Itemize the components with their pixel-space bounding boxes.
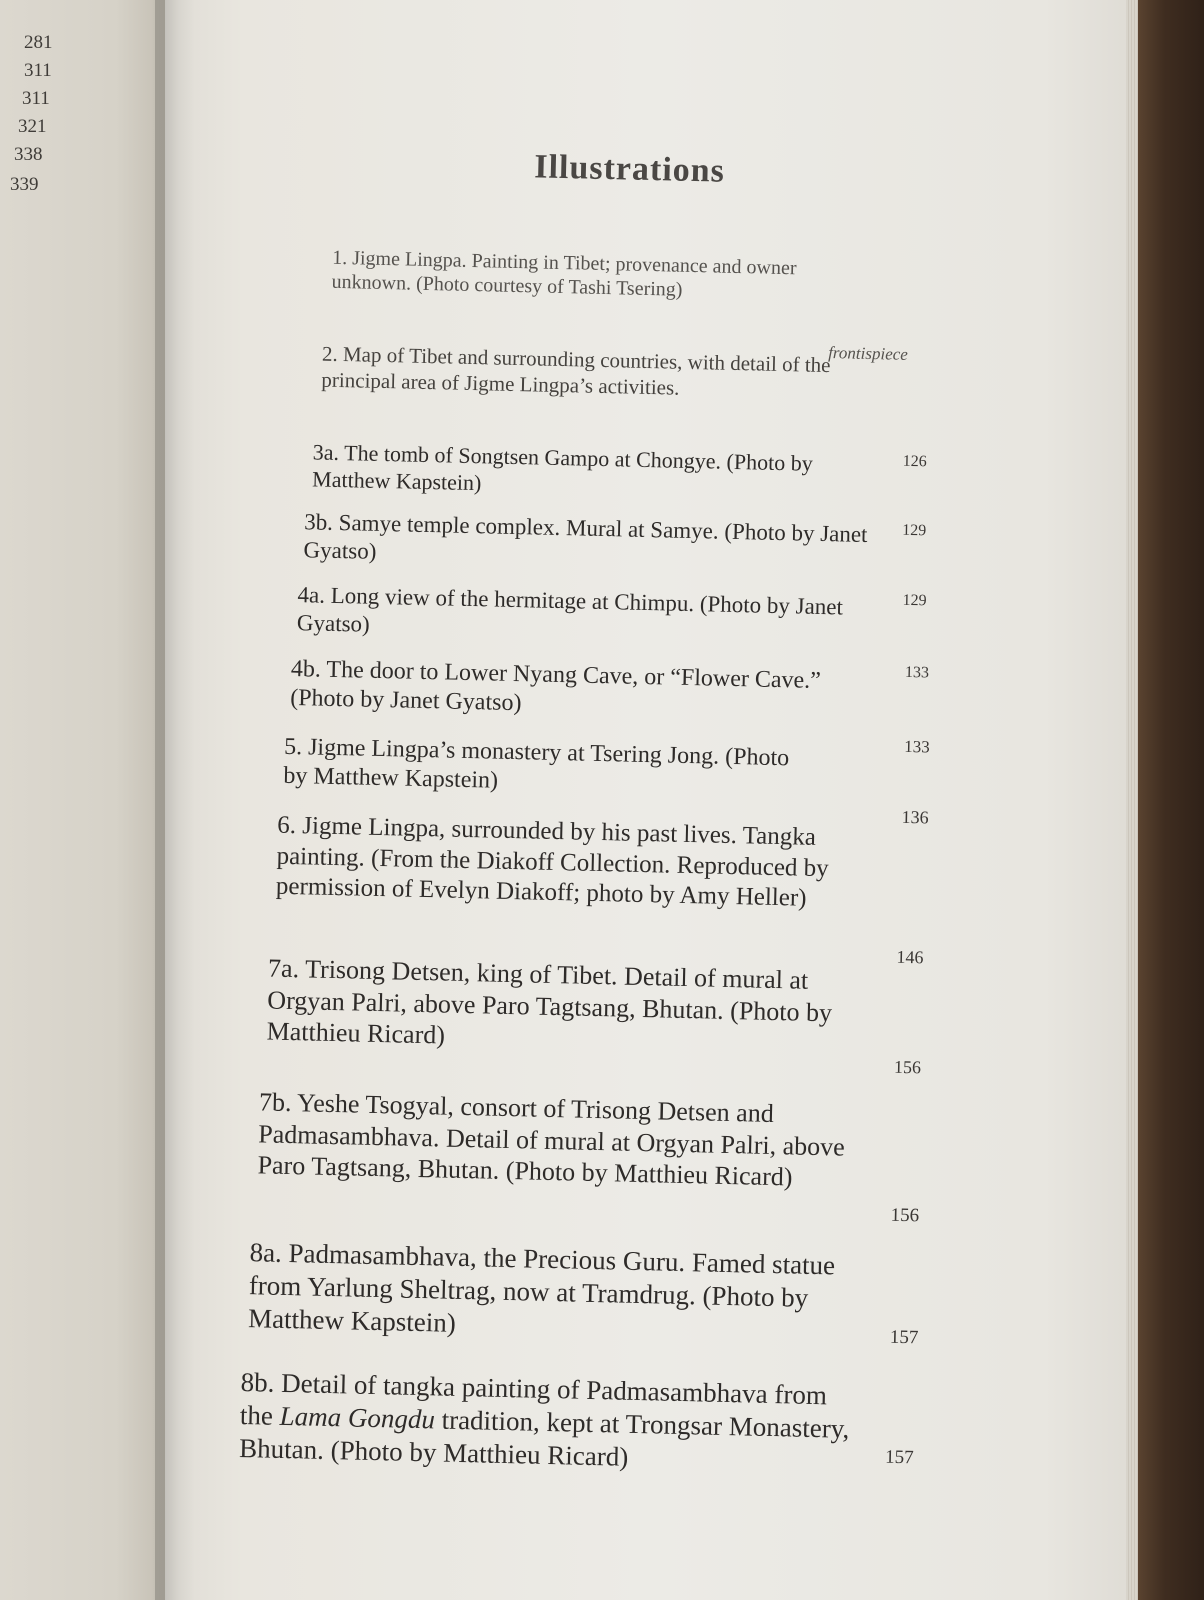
page-reference: frontispiece [827,343,909,364]
list-item: 3a. The tomb of Songtsen Gampo at Chongye. (Photo by Matthew Kapstein) [311,439,814,496]
page-reference: 126 [902,452,927,471]
list-item: 2. Map of Tibet and surrounding countries, with detail of the principal area of Jigme Lingpa’s activities. [321,341,831,400]
left-page-number: 321 [18,116,47,137]
list-item: 7b. Yeshe Tsogyal, consort of Trisong Detsen and Padmasambhava. Detail of mural at Orgyan Palri, above Paro Tagtsang, Bhutan. (Photo by Matthieu Ricard) [257,1087,846,1192]
list-item: 8a. Padmasambhava, the Precious Guru. Famed statue from Yarlung Sheltrag, now at Tramdrug. (Photo by Matthew Kapstein) [247,1237,836,1338]
list-item: 7a. Trisong Detsen, king of Tibet. Detail of mural at Orgyan Palri, above Paro Tagtsang, Bhutan. (Photo by Matthieu Ricard) [266,953,833,1050]
left-page-number: 311 [24,60,52,81]
page-reference: 157 [889,1326,919,1349]
list-item [239,1366,866,1479]
left-page-number: 281 [24,32,53,53]
list-item: 4a. Long view of the hermitage at Chimpu. (Photo by Janet Gyatso) [296,582,844,637]
list-item: 1. Jigme Lingpa. Painting in Tibet; provenance and owner unknown. (Photo courtesy of Tashi Tsering) [331,246,797,302]
left-page-number: 311 [22,88,50,109]
page-title: Illustrations [533,148,726,190]
left-page-number: 338 [14,144,43,165]
page-reference: 129 [902,521,927,540]
list-item: 3b. Samye temple complex. Mural at Samye. (Photo by Janet Gyatso) [303,509,868,564]
page-reference: 129 [902,591,927,610]
page-reference: 146 [896,946,924,968]
page-reference: 157 [884,1446,914,1469]
list-item-italic-title: Lama Gongdu [279,1400,436,1435]
page-reference: 133 [904,736,931,757]
list-item: 5. Jigme Lingpa’s monastery at Tsering Jong. (Photo by Matthew Kapstein) [283,733,790,794]
left-page-number: 339 [10,174,39,195]
page-reference: 133 [904,663,930,682]
list-item: 6. Jigme Lingpa, surrounded by his past lives. Tangka painting. (From the Diakoff Collection. Reproduced by permission of Evelyn Diakoff; photo by Amy Heller) [275,811,830,912]
list-item-text: tradition, kept at Trongsar Monastery, Bhutan. (Photo by Matthieu Ricard) [238,1404,850,1472]
list-item: 4b. The door to Lower Nyang Cave, or “Flower Cave.” (Photo by Janet Gyatso) [289,655,822,717]
list-item-text: 8b. Detail of tangka painting of Padmasambhava from the [239,1367,828,1431]
page-reference: 156 [890,1204,920,1227]
page-reference: 136 [901,806,929,828]
page-reference: 156 [893,1056,922,1078]
